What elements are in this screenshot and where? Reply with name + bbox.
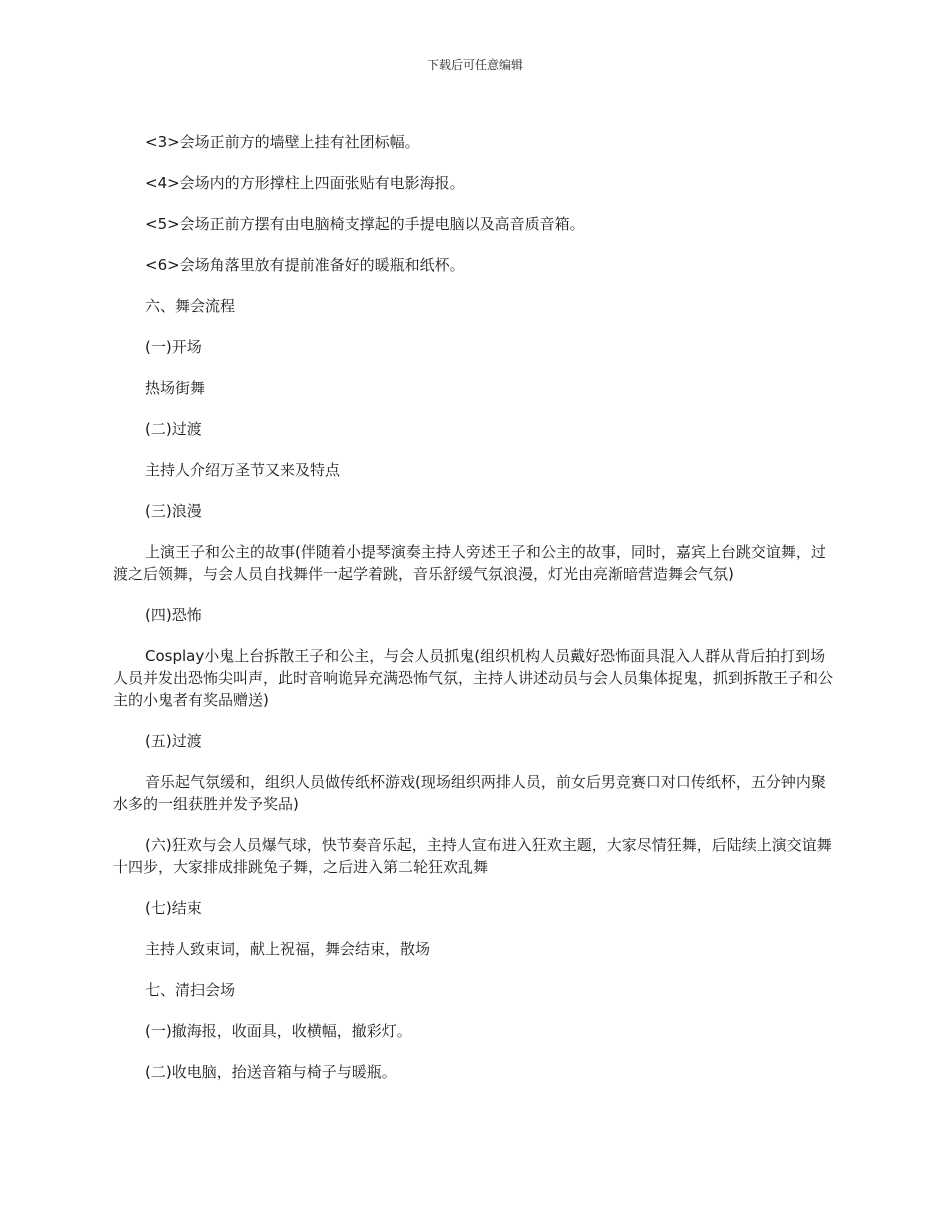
- subheading-transition-1: (二)过渡: [145, 420, 202, 438]
- subheading-transition-2: (五)过渡: [145, 732, 202, 750]
- subheading-horror: (四)恐怖: [145, 606, 202, 624]
- paragraph-cosplay: Cosplay小鬼上台拆散王子和公主，与会人员抓鬼(组织机构人员戴好恐怖面具混入人群从背后拍打到场人员并发出恐怖尖叫声，此时音响诡异充满恐怖气氛，主持人讲述动员与会人员集体捉鬼，抓到拆散王子和公主的小鬼者有奖品赠送): [113, 647, 834, 709]
- paragraph-closing-speech: 主持人致束词，献上祝福，舞会结束，散场: [145, 940, 431, 958]
- subheading-opening: (一)开场: [145, 338, 202, 356]
- paragraph-host-intro: 主持人介绍万圣节又来及特点: [145, 461, 341, 479]
- paragraph-item-3: <3>会场正前方的墙壁上挂有社团标幅。: [145, 133, 420, 151]
- section-heading-dance-flow: 六、舞会流程: [145, 297, 236, 315]
- document-body: [113, 131, 835, 1102]
- paragraph-cup-game: 音乐起气氛缓和，组织人员做传纸杯游戏(现场组织两排人员，前女后男竞赛口对口传纸杯，五分钟内聚水多的一组获胜并发予奖品): [113, 773, 826, 813]
- paragraph-cleanup-2: (二)收电脑，抬送音箱与椅子与暖瓶。: [145, 1063, 397, 1081]
- page-header: 下载后可任意编辑: [426, 58, 523, 72]
- paragraph-item-5: <5>会场正前方摆有由电脑椅支撑起的手提电脑以及高音质音箱。: [145, 215, 585, 233]
- paragraph-prince-princess: 上演王子和公主的故事(伴随着小提琴演奏主持人旁述王子和公主的故事，同时，嘉宾上台跳交谊舞，过渡之后领舞，与会人员自找舞伴一起学着跳，音乐舒缓气氛浪漫，灯光由亮渐暗营造舞会气氛): [113, 543, 826, 583]
- paragraph-cleanup-1: (一)撤海报，收面具，收横幅，撤彩灯。: [145, 1022, 412, 1040]
- subheading-ending: (七)结束: [145, 899, 202, 917]
- paragraph-item-4: <4>会场内的方形撑柱上四面张贴有电影海报。: [145, 174, 465, 192]
- paragraph-item-6: <6>会场角落里放有提前准备好的暖瓶和纸杯。: [145, 256, 465, 274]
- subheading-romance: (三)浪漫: [145, 502, 202, 520]
- section-heading-cleanup: 七、清扫会场: [145, 981, 236, 999]
- paragraph-carnival: (六)狂欢与会人员爆气球，快节奏音乐起，主持人宣布进入狂欢主题，大家尽情狂舞，后陆续上演交谊舞十四步，大家排成排跳兔子舞，之后进入第二轮狂欢乱舞: [113, 836, 832, 876]
- paragraph-street-dance: 热场街舞: [145, 379, 206, 397]
